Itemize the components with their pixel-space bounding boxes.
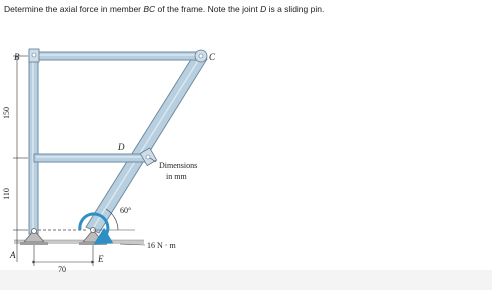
note-line-2: in mm [166,172,187,181]
moment-leader [120,244,145,245]
pin-c [195,50,207,62]
dimension-horizontal [34,245,93,266]
problem-text-part3: is a sliding pin. [266,4,325,14]
bottom-strip [0,270,492,290]
dimension-110: 110 [2,188,11,200]
label-c: C [209,52,216,62]
member-bc [29,52,205,60]
member-label: BC [143,4,156,14]
dimension-vertical [13,56,28,262]
dimension-150: 150 [2,107,11,119]
problem-text-part2: of the frame. Note the joint [155,4,261,14]
moment-label: 16 N · m [147,241,176,250]
label-d: D [118,142,125,152]
label-b: B [14,52,20,62]
support-a [20,229,48,246]
member-ce [86,53,207,233]
dimension-70: 70 [58,265,66,274]
member-ab [29,54,38,234]
angle-label: 60° [120,206,132,215]
label-e: E [98,254,104,264]
member-d [34,154,152,162]
note-line-1: Dimensions [159,161,198,170]
joint-label: D [260,4,267,14]
pin-b [29,49,39,62]
label-a: A [10,250,16,260]
problem-text-part1: Determine the axial force in member [4,4,144,14]
